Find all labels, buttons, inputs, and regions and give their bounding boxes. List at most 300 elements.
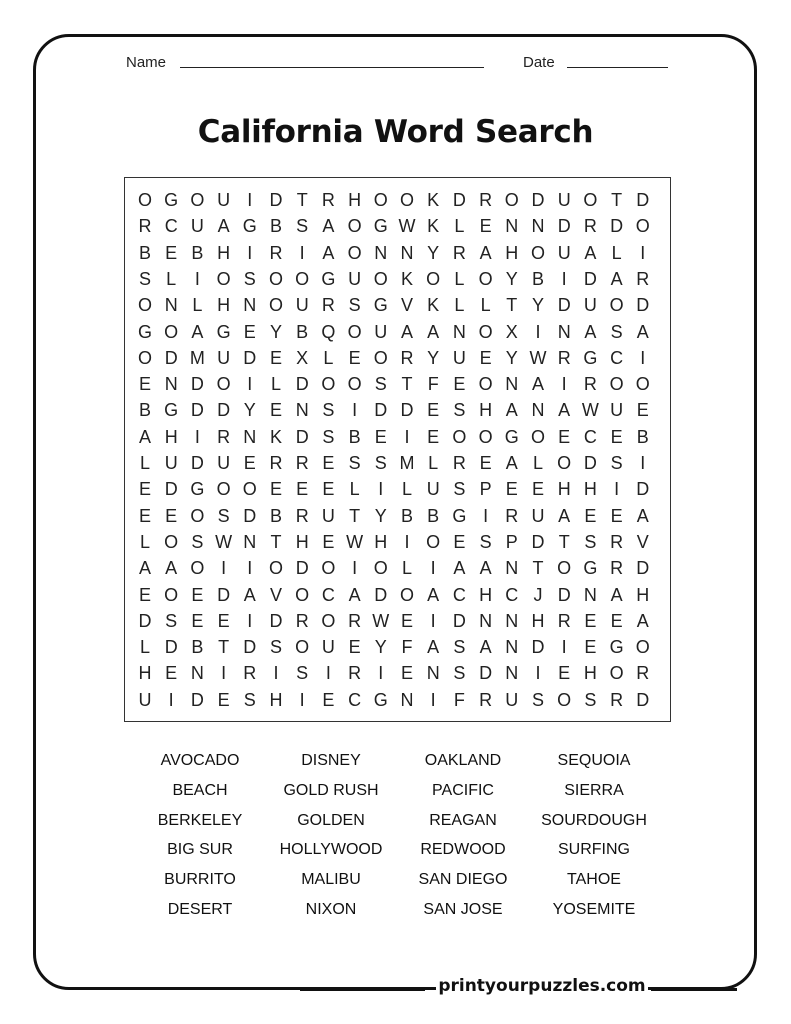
grid-letter[interactable]: G [504, 426, 519, 447]
grid-letter[interactable]: H [505, 242, 519, 263]
grid-letter[interactable]: O [530, 242, 545, 263]
grid-letter[interactable]: I [430, 610, 436, 631]
grid-letter[interactable]: G [216, 321, 231, 342]
grid-letter[interactable]: A [165, 558, 178, 579]
grid-letter[interactable]: U [321, 637, 335, 658]
grid-letter[interactable]: L [454, 268, 465, 289]
grid-letter[interactable]: G [583, 558, 598, 579]
grid-letter[interactable]: I [299, 689, 305, 710]
grid-letter[interactable]: A [584, 321, 597, 342]
grid-letter[interactable]: G [137, 321, 152, 342]
grid-letter[interactable]: R [321, 295, 335, 316]
grid-letter[interactable]: P [479, 479, 492, 500]
grid-letter[interactable]: U [217, 347, 231, 368]
grid-letter[interactable]: B [138, 242, 151, 263]
grid-letter[interactable]: E [269, 479, 282, 500]
grid-letter[interactable]: N [531, 216, 545, 237]
grid-letter[interactable]: L [139, 637, 150, 658]
grid-letter[interactable]: O [321, 610, 336, 631]
grid-letter[interactable]: E [217, 610, 230, 631]
grid-letter[interactable]: O [426, 531, 441, 552]
grid-letter[interactable]: R [610, 689, 624, 710]
grid-letter[interactable]: S [165, 610, 178, 631]
grid-letter[interactable]: O [216, 479, 231, 500]
grid-letter[interactable]: I [247, 374, 253, 395]
grid-letter[interactable]: K [427, 190, 440, 210]
grid-letter[interactable]: I [404, 426, 410, 447]
grid-letter[interactable]: O [321, 558, 336, 579]
grid-letter[interactable]: C [321, 584, 335, 605]
grid-letter[interactable]: A [531, 374, 544, 395]
grid-letter[interactable]: D [190, 400, 204, 421]
grid-letter[interactable]: H [217, 295, 231, 316]
grid-letter[interactable]: R [636, 268, 650, 289]
grid-letter[interactable]: U [426, 479, 440, 500]
grid-letter[interactable]: E [610, 610, 623, 631]
grid-letter[interactable]: O [452, 426, 467, 447]
grid-letter[interactable]: N [295, 400, 309, 421]
grid-letter[interactable]: E [165, 663, 178, 684]
grid-letter[interactable]: O [426, 268, 441, 289]
grid-letter[interactable]: N [243, 426, 257, 447]
grid-letter[interactable]: U [295, 295, 309, 316]
grid-letter[interactable]: E [427, 400, 440, 421]
grid-letter[interactable]: D [583, 453, 597, 473]
grid-letter[interactable]: I [404, 531, 410, 552]
grid-letter[interactable]: O [321, 374, 336, 395]
grid-letter[interactable]: I [483, 505, 489, 526]
grid-letter[interactable]: S [322, 400, 335, 421]
grid-letter[interactable]: L [349, 479, 360, 500]
grid-letter[interactable]: E [191, 584, 204, 605]
grid-letter[interactable]: Y [374, 505, 387, 526]
grid-letter[interactable]: D [452, 610, 466, 631]
grid-letter[interactable]: O [164, 584, 179, 605]
grid-letter[interactable]: B [348, 426, 361, 447]
grid-letter[interactable]: O [190, 558, 205, 579]
grid-letter[interactable]: O [295, 584, 310, 605]
grid-letter[interactable]: I [640, 453, 646, 473]
grid-letter[interactable]: Y [505, 347, 518, 368]
grid-letter[interactable]: O [190, 190, 205, 210]
grid-letter[interactable]: R [295, 505, 309, 526]
grid-letter[interactable]: I [561, 268, 567, 289]
grid-letter[interactable]: R [269, 242, 283, 263]
grid-letter[interactable]: D [531, 637, 545, 658]
grid-letter[interactable]: D [636, 558, 650, 579]
grid-letter[interactable]: H [479, 584, 493, 605]
grid-letter[interactable]: D [531, 531, 545, 552]
grid-letter[interactable]: A [138, 558, 151, 579]
grid-letter[interactable]: L [270, 374, 281, 395]
grid-letter[interactable]: D [269, 190, 283, 210]
grid-letter[interactable]: O [373, 268, 388, 289]
grid-letter[interactable]: Y [243, 400, 256, 421]
grid-letter[interactable]: S [453, 637, 466, 658]
grid-letter[interactable]: F [453, 689, 465, 710]
grid-letter[interactable]: O [347, 321, 362, 342]
grid-letter[interactable]: I [378, 663, 384, 684]
grid-letter[interactable]: O [190, 505, 205, 526]
grid-letter[interactable]: O [557, 689, 572, 710]
grid-letter[interactable]: N [531, 400, 545, 421]
grid-letter[interactable]: E [400, 610, 413, 631]
grid-letter[interactable]: W [581, 400, 599, 421]
grid-letter[interactable]: I [194, 426, 200, 447]
grid-letter[interactable]: D [452, 190, 466, 210]
grid-letter[interactable]: R [583, 216, 597, 237]
grid-letter[interactable]: K [269, 426, 282, 447]
grid-letter[interactable]: E [138, 479, 151, 500]
grid-letter[interactable]: T [218, 637, 230, 658]
grid-letter[interactable]: G [373, 689, 388, 710]
grid-letter[interactable]: I [535, 321, 541, 342]
grid-letter[interactable]: J [533, 584, 543, 605]
grid-letter[interactable]: N [400, 689, 414, 710]
grid-letter[interactable]: A [584, 242, 597, 263]
grid-letter[interactable]: I [168, 689, 174, 710]
grid-letter[interactable]: U [138, 689, 152, 710]
grid-letter[interactable]: S [217, 505, 230, 526]
grid-letter[interactable]: N [505, 374, 519, 395]
grid-letter[interactable]: E [322, 531, 335, 552]
grid-letter[interactable]: D [243, 505, 257, 526]
grid-letter[interactable]: E [636, 400, 649, 421]
grid-letter[interactable]: O [478, 268, 493, 289]
grid-letter[interactable]: E [269, 400, 282, 421]
grid-letter[interactable]: R [505, 505, 519, 526]
grid-letter[interactable]: H [636, 584, 650, 605]
grid-letter[interactable]: U [190, 216, 204, 237]
grid-letter[interactable]: B [269, 505, 282, 526]
grid-letter[interactable]: I [299, 242, 305, 263]
grid-letter[interactable]: W [215, 531, 233, 552]
grid-letter[interactable]: I [221, 663, 227, 684]
grid-letter[interactable]: L [428, 453, 439, 473]
grid-letter[interactable]: A [636, 610, 649, 631]
grid-letter[interactable]: O [268, 268, 283, 289]
grid-letter[interactable]: K [427, 216, 440, 237]
grid-letter[interactable]: O [635, 374, 650, 395]
grid-letter[interactable]: O [373, 558, 388, 579]
grid-letter[interactable]: L [454, 216, 465, 237]
grid-letter[interactable]: U [557, 190, 571, 210]
grid-letter[interactable]: I [640, 347, 646, 368]
grid-letter[interactable]: O [635, 637, 650, 658]
grid-letter[interactable]: H [269, 689, 283, 710]
grid-letter[interactable]: U [164, 453, 178, 473]
grid-letter[interactable]: N [190, 663, 204, 684]
grid-letter[interactable]: R [452, 242, 466, 263]
grid-letter[interactable]: O [268, 558, 283, 579]
grid-letter[interactable]: R [479, 190, 493, 210]
grid-letter[interactable]: A [322, 216, 335, 237]
grid-letter[interactable]: C [164, 216, 178, 237]
grid-letter[interactable]: N [505, 558, 519, 579]
grid-letter[interactable]: D [217, 400, 231, 421]
grid-letter[interactable]: O [504, 190, 519, 210]
grid-letter[interactable]: L [401, 479, 412, 500]
grid-letter[interactable]: E [217, 689, 230, 710]
grid-letter[interactable]: I [535, 663, 541, 684]
grid-letter[interactable]: D [636, 689, 650, 710]
grid-letter[interactable]: N [479, 610, 493, 631]
grid-letter[interactable]: D [269, 610, 283, 631]
grid-letter[interactable]: U [505, 689, 519, 710]
grid-letter[interactable]: Y [427, 242, 440, 263]
grid-letter[interactable]: L [192, 295, 203, 316]
grid-letter[interactable]: E [322, 479, 335, 500]
grid-letter[interactable]: N [557, 321, 571, 342]
grid-letter[interactable]: V [636, 531, 649, 552]
date-field-line[interactable] [567, 67, 668, 68]
grid-letter[interactable]: E [610, 426, 623, 447]
grid-letter[interactable]: O [295, 637, 310, 658]
grid-letter[interactable]: A [558, 505, 571, 526]
grid-letter[interactable]: O [557, 453, 572, 473]
grid-letter[interactable]: D [610, 216, 624, 237]
grid-letter[interactable]: H [583, 479, 597, 500]
grid-letter[interactable]: R [583, 374, 597, 395]
grid-letter[interactable]: A [479, 637, 492, 658]
grid-letter[interactable]: F [427, 374, 439, 395]
grid-letter[interactable]: O [347, 374, 362, 395]
grid-letter[interactable]: S [243, 268, 256, 289]
grid-letter[interactable]: S [584, 689, 597, 710]
grid-letter[interactable]: I [273, 663, 279, 684]
grid-letter[interactable]: O [609, 295, 624, 316]
grid-letter[interactable]: I [247, 242, 253, 263]
grid-letter[interactable]: G [583, 347, 598, 368]
grid-letter[interactable]: I [247, 190, 253, 210]
grid-letter[interactable]: A [217, 216, 230, 237]
grid-letter[interactable]: O [478, 374, 493, 395]
grid-letter[interactable]: D [531, 190, 545, 210]
grid-letter[interactable]: H [138, 663, 152, 684]
grid-letter[interactable]: Q [321, 321, 336, 342]
grid-letter[interactable]: A [636, 505, 649, 526]
grid-letter[interactable]: D [243, 637, 257, 658]
grid-letter[interactable]: O [164, 321, 179, 342]
grid-letter[interactable]: N [505, 637, 519, 658]
grid-letter[interactable]: L [611, 242, 622, 263]
grid-letter[interactable]: O [242, 479, 257, 500]
grid-letter[interactable]: A [479, 558, 492, 579]
grid-letter[interactable]: O [609, 663, 624, 684]
grid-letter[interactable]: N [164, 374, 178, 395]
grid-letter[interactable]: I [247, 610, 253, 631]
grid-letter[interactable]: B [138, 400, 151, 421]
grid-letter[interactable]: R [217, 426, 231, 447]
grid-letter[interactable]: D [557, 216, 571, 237]
grid-letter[interactable]: G [164, 400, 179, 421]
grid-letter[interactable]: R [479, 689, 493, 710]
grid-letter[interactable]: L [166, 268, 177, 289]
grid-letter[interactable]: A [322, 242, 335, 263]
grid-letter[interactable]: A [138, 426, 151, 447]
grid-letter[interactable]: E [138, 374, 151, 395]
grid-letter[interactable]: Y [374, 637, 387, 658]
grid-letter[interactable]: E [453, 531, 466, 552]
grid-letter[interactable]: E [165, 242, 178, 263]
grid-letter[interactable]: D [479, 663, 493, 684]
grid-letter[interactable]: H [295, 531, 309, 552]
grid-letter[interactable]: E [584, 505, 597, 526]
grid-letter[interactable]: S [191, 531, 204, 552]
grid-letter[interactable]: B [296, 321, 309, 342]
grid-letter[interactable]: S [348, 295, 361, 316]
grid-letter[interactable]: S [243, 689, 256, 710]
grid-letter[interactable]: N [164, 295, 178, 316]
grid-letter[interactable]: I [247, 558, 253, 579]
grid-letter[interactable]: S [453, 663, 466, 684]
grid-letter[interactable]: A [191, 321, 204, 342]
grid-letter[interactable]: E [243, 321, 256, 342]
name-field-line[interactable] [180, 67, 484, 68]
grid-letter[interactable]: T [532, 558, 544, 579]
grid-letter[interactable]: I [430, 689, 436, 710]
grid-letter[interactable]: E [584, 610, 597, 631]
grid-letter[interactable]: O [295, 268, 310, 289]
grid-letter[interactable]: R [400, 347, 414, 368]
grid-letter[interactable]: R [452, 453, 466, 473]
grid-letter[interactable]: R [557, 610, 571, 631]
grid-letter[interactable]: Y [269, 321, 282, 342]
grid-letter[interactable]: D [374, 584, 388, 605]
grid-letter[interactable]: M [399, 453, 415, 473]
grid-letter[interactable]: U [557, 242, 571, 263]
grid-letter[interactable]: O [478, 321, 493, 342]
grid-letter[interactable]: V [269, 584, 282, 605]
grid-letter[interactable]: I [430, 558, 436, 579]
grid-letter[interactable]: N [426, 663, 440, 684]
grid-letter[interactable]: G [164, 190, 179, 210]
grid-letter[interactable]: R [636, 663, 650, 684]
grid-letter[interactable]: D [217, 584, 231, 605]
grid-letter[interactable]: O [635, 216, 650, 237]
grid-letter[interactable]: B [191, 637, 204, 658]
grid-letter[interactable]: G [373, 216, 388, 237]
grid-letter[interactable]: O [164, 531, 179, 552]
grid-letter[interactable]: R [348, 610, 362, 631]
grid-letter[interactable]: G [609, 637, 624, 658]
grid-letter[interactable]: O [268, 295, 283, 316]
grid-letter[interactable]: S [610, 321, 623, 342]
grid-letter[interactable]: N [400, 242, 414, 263]
grid-letter[interactable]: L [532, 453, 543, 473]
grid-letter[interactable]: A [243, 584, 256, 605]
grid-letter[interactable]: O [216, 374, 231, 395]
grid-letter[interactable]: S [348, 453, 361, 473]
grid-letter[interactable]: E [584, 637, 597, 658]
grid-letter[interactable]: D [164, 347, 178, 368]
grid-letter[interactable]: O [399, 190, 414, 210]
grid-letter[interactable]: I [194, 268, 200, 289]
grid-letter[interactable]: U [217, 190, 231, 210]
grid-letter[interactable]: U [452, 347, 466, 368]
grid-letter[interactable]: I [561, 374, 567, 395]
grid-letter[interactable]: I [378, 479, 384, 500]
grid-letter[interactable]: A [636, 321, 649, 342]
grid-letter[interactable]: E [479, 347, 492, 368]
grid-letter[interactable]: A [427, 637, 440, 658]
grid-letter[interactable]: E [296, 479, 309, 500]
grid-letter[interactable]: U [321, 505, 335, 526]
grid-letter[interactable]: D [295, 558, 309, 579]
grid-letter[interactable]: E [427, 426, 440, 447]
grid-letter[interactable]: H [479, 400, 493, 421]
grid-letter[interactable]: L [401, 558, 412, 579]
grid-letter[interactable]: K [427, 295, 440, 316]
grid-letter[interactable]: N [452, 321, 466, 342]
grid-letter[interactable]: H [217, 242, 231, 263]
grid-letter[interactable]: U [610, 400, 624, 421]
grid-letter[interactable]: A [610, 268, 623, 289]
grid-letter[interactable]: O [137, 190, 152, 210]
grid-letter[interactable]: X [296, 347, 309, 368]
grid-letter[interactable]: N [374, 242, 388, 263]
grid-letter[interactable]: T [506, 295, 518, 316]
grid-letter[interactable]: S [322, 426, 335, 447]
grid-letter[interactable]: T [270, 531, 282, 552]
grid-letter[interactable]: N [243, 295, 257, 316]
grid-letter[interactable]: G [242, 216, 257, 237]
grid-letter[interactable]: L [139, 453, 150, 473]
grid-letter[interactable]: E [531, 479, 544, 500]
grid-letter[interactable]: G [452, 505, 467, 526]
grid-letter[interactable]: R [321, 190, 335, 210]
grid-letter[interactable]: A [610, 584, 623, 605]
grid-letter[interactable]: B [427, 505, 440, 526]
grid-letter[interactable]: E [610, 505, 623, 526]
grid-letter[interactable]: B [191, 242, 204, 263]
grid-letter[interactable]: T [558, 531, 570, 552]
grid-letter[interactable]: B [400, 505, 413, 526]
grid-letter[interactable]: E [558, 663, 571, 684]
grid-letter[interactable]: S [584, 531, 597, 552]
grid-letter[interactable]: W [372, 610, 390, 631]
grid-letter[interactable]: O [137, 295, 152, 316]
grid-letter[interactable]: R [610, 531, 624, 552]
grid-letter[interactable]: N [505, 663, 519, 684]
grid-letter[interactable]: D [190, 453, 204, 473]
grid-letter[interactable]: A [348, 584, 361, 605]
grid-letter[interactable]: D [400, 400, 414, 421]
grid-letter[interactable]: S [374, 374, 387, 395]
grid-letter[interactable]: G [190, 479, 205, 500]
grid-letter[interactable]: M [189, 347, 205, 368]
grid-letter[interactable]: H [348, 190, 362, 210]
grid-letter[interactable]: O [216, 268, 231, 289]
grid-letter[interactable]: O [583, 190, 598, 210]
grid-letter[interactable]: O [557, 558, 572, 579]
grid-letter[interactable]: A [453, 558, 466, 579]
grid-letter[interactable]: E [322, 453, 335, 473]
grid-letter[interactable]: U [374, 321, 388, 342]
grid-letter[interactable]: I [561, 637, 567, 658]
grid-letter[interactable]: N [243, 531, 257, 552]
grid-letter[interactable]: I [614, 479, 620, 500]
grid-letter[interactable]: L [480, 295, 491, 316]
grid-letter[interactable]: D [295, 374, 309, 395]
grid-letter[interactable]: D [557, 295, 571, 316]
grid-letter[interactable]: I [352, 558, 358, 579]
grid-letter[interactable]: D [295, 426, 309, 447]
grid-letter[interactable]: A [427, 584, 440, 605]
grid-letter[interactable]: N [505, 216, 519, 237]
grid-letter[interactable]: E [191, 610, 204, 631]
grid-letter[interactable]: H [374, 531, 388, 552]
